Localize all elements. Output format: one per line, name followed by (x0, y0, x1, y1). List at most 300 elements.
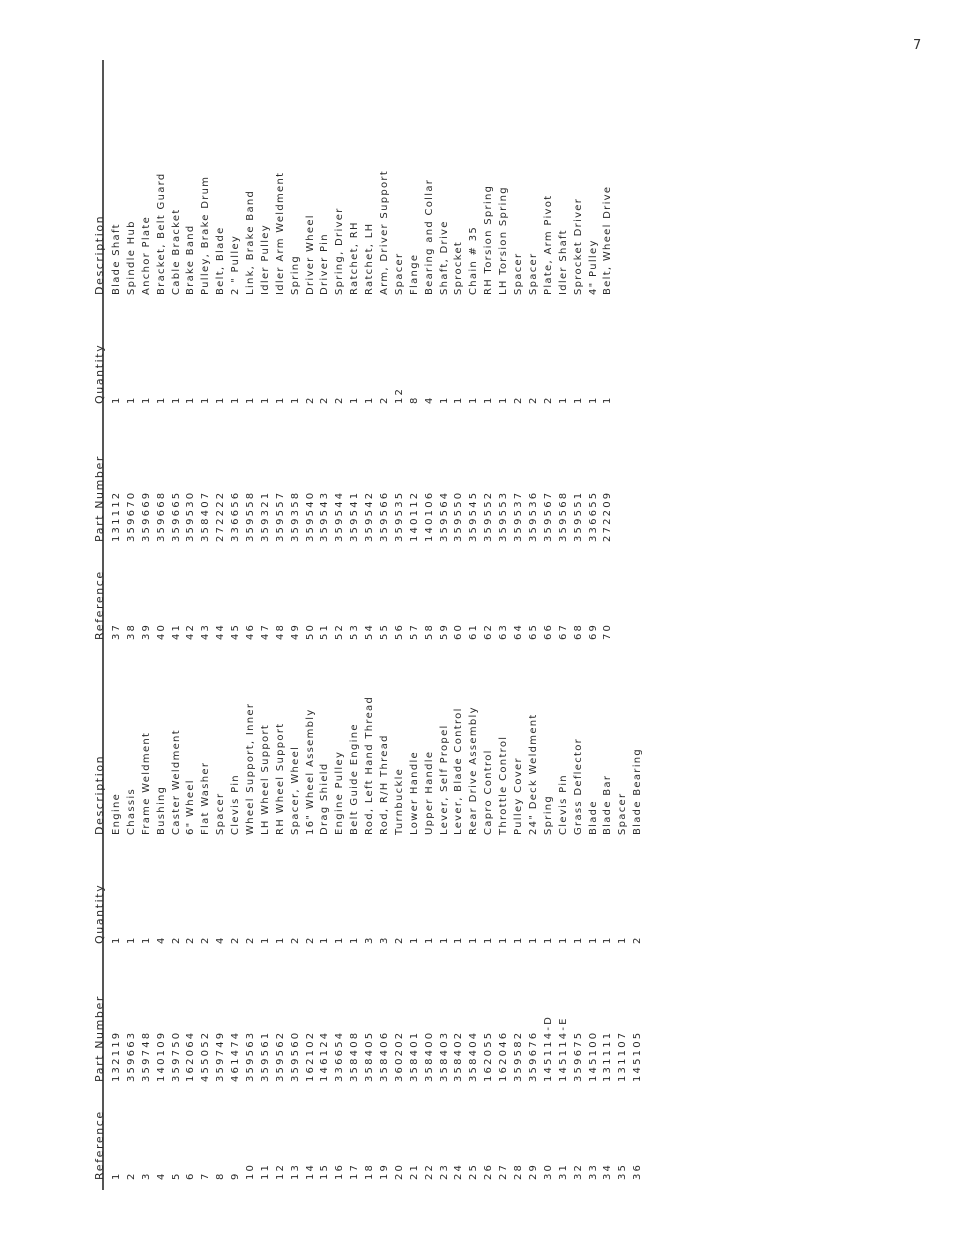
part-number-cell: 359665 (170, 490, 182, 542)
description-cell: Driver Pin (319, 233, 331, 295)
reference-cell: 60 (453, 622, 465, 640)
description-cell: Spacer (527, 252, 539, 295)
quantity-cell: 2 (319, 395, 331, 404)
quantity-cell: 1 (215, 395, 227, 404)
description-cell: Bushing (155, 785, 167, 835)
description-cell: Clevis Pin (557, 774, 569, 835)
description-cell: Spacer (617, 792, 629, 835)
part-number-cell: 358401 (408, 1030, 420, 1082)
reference-cell: 4 (155, 1171, 167, 1180)
part-number-cell: 140112 (408, 490, 420, 542)
quantity-cell: 2 (542, 395, 554, 404)
description-cell: 24" Deck Weldment (527, 713, 539, 835)
reference-cell: 9 (230, 1171, 242, 1180)
part-number-cell: 336655 (587, 490, 599, 542)
description-cell: Blade Bar (602, 774, 614, 835)
reference-cell: 23 (438, 1162, 450, 1180)
reference-cell: 66 (542, 622, 554, 640)
reference-cell: 15 (319, 1162, 331, 1180)
parts-list (92, 50, 644, 1180)
part-number-cell: 131107 (617, 1030, 629, 1082)
part-number-cell: 145114-E (557, 1016, 569, 1082)
quantity-cell: 1 (557, 395, 569, 404)
quantity-cell: 4 (423, 395, 435, 404)
description-cell: Idler Arm Weldment (274, 171, 286, 295)
reference-cell: 22 (423, 1162, 435, 1180)
description-cell: Spacer (393, 252, 405, 295)
reference-cell: 40 (155, 622, 167, 640)
quantity-header: Quantity (93, 883, 106, 944)
part-number-cell: 359545 (468, 490, 480, 542)
part-number-cell: 359535 (393, 490, 405, 542)
quantity-cell: 1 (259, 395, 271, 404)
description-cell: Frame Weldment (140, 731, 152, 835)
description-cell: Rod, R/H Thread (379, 734, 391, 835)
quantity-cell: 1 (259, 935, 271, 944)
quantity-cell: 1 (230, 395, 242, 404)
reference-column (92, 570, 616, 640)
part-number-cell: 145105 (632, 1030, 644, 1082)
part-number-cell: 358408 (349, 1030, 361, 1082)
part-number-cell: 359750 (170, 1030, 182, 1082)
part-number-cell: 336656 (230, 490, 242, 542)
description-cell: Anchor Plate (140, 215, 152, 295)
description-cell: Pulley Cover (513, 757, 525, 835)
part-number-cell: 359550 (453, 490, 465, 542)
part-number-cell: 140106 (423, 490, 435, 542)
description-cell: Flange (408, 253, 420, 295)
description-cell: Spacer, Wheel (289, 745, 301, 835)
description-cell: Driver Wheel (304, 214, 316, 295)
quantity-cell: 1 (498, 935, 510, 944)
reference-cell: 26 (483, 1162, 495, 1180)
reference-cell: 45 (230, 622, 242, 640)
description-cell: Lever, Blade Control (453, 707, 465, 835)
part-number-cell: 359562 (274, 1030, 286, 1082)
description-cell: Chain # 35 (468, 225, 480, 295)
quantity-cell: 1 (602, 395, 614, 404)
reference-cell: 48 (274, 622, 286, 640)
part-number-cell: 359749 (215, 1030, 227, 1082)
part-number-cell: 358402 (453, 1030, 465, 1082)
reference-cell: 19 (379, 1162, 391, 1180)
quantity-cell: 2 (379, 395, 391, 404)
reference-cell: 13 (289, 1162, 301, 1180)
reference-cell: 17 (349, 1162, 361, 1180)
quantity-cell: 2 (200, 935, 212, 944)
quantity-cell: 2 (304, 395, 316, 404)
description-cell: Upper Handle (423, 750, 435, 835)
description-cell: Belt Guide Engine (349, 723, 361, 835)
description-cell: Bearing and Collar (423, 178, 435, 295)
description-cell: Spindle Hub (125, 220, 137, 295)
part-number-cell: 359551 (572, 490, 584, 542)
part-number-cell: 358404 (468, 1030, 480, 1082)
part-number-cell: 162064 (185, 1030, 197, 1082)
reference-cell: 39 (140, 622, 152, 640)
reference-header: Reference (93, 570, 106, 640)
description-cell: LH Torsion Spring (498, 186, 510, 295)
quantity-cell: 2 (632, 935, 644, 944)
description-header: Description (93, 754, 106, 835)
quantity-cell: 1 (468, 935, 480, 944)
part-number-cell: 359537 (513, 490, 525, 542)
reference-cell: 8 (215, 1171, 227, 1180)
description-cell: Lever, Self Propel (438, 724, 450, 835)
description-cell: Cable Bracket (170, 208, 182, 295)
quantity-cell: 2 (289, 935, 301, 944)
part-number-cell: 359536 (527, 490, 539, 542)
part-number-cell: 359567 (542, 490, 554, 542)
reference-cell: 53 (349, 622, 361, 640)
description-header: Description (93, 214, 106, 295)
description-cell: Chassis (125, 788, 137, 835)
quantity-cell: 1 (572, 935, 584, 944)
description-cell: Throttle Control (498, 735, 510, 835)
description-cell: Sprocket Driver (572, 197, 584, 295)
parts-table-right (92, 80, 637, 640)
description-cell: Link, Brake Band (245, 189, 257, 295)
description-cell: Turnbuckle (393, 767, 405, 835)
quantity-cell: 1 (170, 395, 182, 404)
quantity-cell: 1 (140, 395, 152, 404)
part-number-cell: 131111 (602, 1030, 614, 1082)
description-cell: Blade Shaft (111, 223, 122, 295)
part-number-cell: 358400 (423, 1030, 435, 1082)
description-cell: Pulley, Brake Drum (200, 175, 212, 295)
part-number-cell: 359566 (379, 490, 391, 542)
reference-cell: 33 (587, 1162, 599, 1180)
description-cell: Spacer (215, 792, 227, 835)
reference-cell: 68 (572, 622, 584, 640)
description-cell: RH Wheel Support (274, 722, 286, 835)
quantity-cell: 1 (125, 395, 137, 404)
part-number-cell: 359530 (185, 490, 197, 542)
reference-cell: 47 (259, 622, 271, 640)
part-number-cell: 162055 (483, 1030, 495, 1082)
part-number-cell: 358405 (364, 1030, 376, 1082)
quantity-cell: 2 (304, 935, 316, 944)
description-cell: RH Torsion Spring (483, 184, 495, 295)
part-number-cell: 359564 (438, 490, 450, 542)
reference-column (92, 1110, 646, 1180)
description-cell: Clevis Pin (230, 774, 242, 835)
description-cell: 2 " Pulley (230, 234, 242, 295)
part-number-column (92, 995, 646, 1082)
quantity-cell: 1 (572, 395, 584, 404)
reference-cell: 51 (319, 622, 331, 640)
part-number-cell: 162046 (498, 1030, 510, 1082)
description-cell: 6" Wheel (185, 779, 197, 835)
reference-cell: 54 (364, 622, 376, 640)
quantity-column (92, 884, 646, 944)
quantity-cell: 1 (453, 395, 465, 404)
description-cell: LH Wheel Support (259, 723, 271, 835)
part-number-cell: 140109 (155, 1030, 167, 1082)
reference-cell: 31 (557, 1162, 569, 1180)
part-number-cell: 132119 (111, 1030, 122, 1082)
reference-cell: 63 (498, 622, 510, 640)
parts-table-left (92, 660, 644, 1180)
reference-cell: 28 (513, 1162, 525, 1180)
description-cell: 16" Wheel Assembly (304, 708, 316, 835)
quantity-cell: 1 (200, 395, 212, 404)
quantity-cell: 1 (438, 395, 450, 404)
quantity-cell: 1 (542, 935, 554, 944)
description-cell: Ratchet, RH (349, 221, 361, 295)
description-cell: Grass Deflector (572, 737, 584, 835)
quantity-cell: 1 (617, 935, 629, 944)
quantity-cell: 3 (364, 935, 376, 944)
reference-cell: 2 (125, 1171, 137, 1180)
reference-cell: 24 (453, 1162, 465, 1180)
description-cell: Ratchet, LH (364, 222, 376, 295)
quantity-cell: 1 (185, 395, 197, 404)
description-cell: Rear Drive Assembly (468, 706, 480, 835)
quantity-cell: 1 (349, 395, 361, 404)
reference-cell: 57 (408, 622, 420, 640)
quantity-cell: 2 (170, 935, 182, 944)
quantity-cell: 1 (274, 395, 286, 404)
quantity-cell: 1 (483, 395, 495, 404)
reference-cell: 70 (602, 622, 614, 640)
part-number-cell: 359542 (364, 490, 376, 542)
reference-cell: 65 (527, 622, 539, 640)
reference-cell: 27 (498, 1162, 510, 1180)
quantity-cell: 1 (289, 395, 301, 404)
description-column (92, 170, 616, 295)
description-cell: Capro Control (483, 749, 495, 835)
reference-cell: 35 (617, 1162, 629, 1180)
description-cell: Plate, Arm Pivot (542, 194, 554, 295)
reference-cell: 69 (587, 622, 599, 640)
description-cell: Rod, Left Hand Thread (364, 695, 376, 835)
quantity-cell: 12 (393, 386, 405, 404)
description-cell: Spring (289, 254, 301, 295)
part-number-cell: 146124 (319, 1030, 331, 1082)
description-cell: Blade (587, 800, 599, 835)
reference-cell: 37 (111, 622, 122, 640)
part-number-cell: 360202 (393, 1030, 405, 1082)
reference-cell: 61 (468, 622, 480, 640)
part-number-cell: 358406 (379, 1030, 391, 1082)
reference-cell: 30 (542, 1162, 554, 1180)
description-cell: Engine (111, 792, 122, 835)
reference-cell: 41 (170, 622, 182, 640)
reference-cell: 34 (602, 1162, 614, 1180)
part-number-cell: 359540 (304, 490, 316, 542)
description-cell: Spring, Driver (334, 207, 346, 295)
quantity-cell: 1 (438, 935, 450, 944)
part-number-cell: 336654 (334, 1030, 346, 1082)
description-cell: Bracket, Belt Guard (155, 172, 167, 295)
reference-cell: 43 (200, 622, 212, 640)
quantity-cell: 1 (111, 395, 122, 404)
quantity-cell: 2 (245, 935, 257, 944)
description-cell: Drag Shield (319, 762, 331, 835)
reference-cell: 32 (572, 1162, 584, 1180)
quantity-cell: 1 (364, 395, 376, 404)
part-number-cell: 359670 (125, 490, 137, 542)
quantity-cell: 1 (274, 935, 286, 944)
reference-cell: 25 (468, 1162, 480, 1180)
reference-cell: 49 (289, 622, 301, 640)
reference-cell: 14 (304, 1162, 316, 1180)
part-number-cell: 359560 (289, 1030, 301, 1082)
description-cell: Lower Handle (408, 751, 420, 835)
quantity-cell: 2 (513, 395, 525, 404)
reference-cell: 29 (527, 1162, 539, 1180)
reference-cell: 42 (185, 622, 197, 640)
part-number-cell: 359669 (140, 490, 152, 542)
reference-cell: 3 (140, 1171, 152, 1180)
part-number-cell: 145114-D (542, 1014, 554, 1082)
quantity-cell: 1 (125, 935, 137, 944)
reference-cell: 6 (185, 1171, 197, 1180)
page-number: 7 (913, 38, 922, 53)
quantity-cell: 4 (215, 935, 227, 944)
description-cell: Shaft, Drive (438, 220, 450, 295)
quantity-cell: 1 (557, 935, 569, 944)
quantity-cell: 1 (513, 935, 525, 944)
reference-cell: 21 (408, 1162, 420, 1180)
part-number-cell: 359561 (259, 1030, 271, 1082)
reference-cell: 59 (438, 622, 450, 640)
description-cell: Belt, Blade (215, 226, 227, 295)
quantity-cell: 1 (408, 935, 420, 944)
description-cell: Caster Weldment (170, 729, 182, 835)
description-cell: Flat Washer (200, 761, 212, 835)
reference-cell: 36 (632, 1162, 644, 1180)
part-number-cell: 359568 (557, 490, 569, 542)
part-number-cell: 359563 (245, 1030, 257, 1082)
description-cell: Wheel Support, Inner (245, 702, 257, 835)
quantity-cell: 2 (527, 395, 539, 404)
part-number-cell: 359675 (572, 1030, 584, 1082)
description-cell: Brake Band (185, 224, 197, 295)
quantity-cell: 1 (319, 935, 331, 944)
description-cell: Idler Shaft (557, 229, 569, 295)
quantity-cell: 3 (379, 935, 391, 944)
reference-cell: 12 (274, 1162, 286, 1180)
part-number-cell: 359553 (498, 490, 510, 542)
reference-cell: 5 (170, 1171, 182, 1180)
quantity-cell: 2 (334, 395, 346, 404)
part-number-cell: 272222 (215, 490, 227, 542)
quantity-cell: 1 (245, 395, 257, 404)
reference-cell: 11 (259, 1162, 271, 1180)
reference-cell: 7 (200, 1171, 212, 1180)
part-number-cell: 162102 (304, 1030, 316, 1082)
part-number-cell: 272209 (602, 490, 614, 542)
part-number-cell: 359552 (483, 490, 495, 542)
description-cell: 4" Pulley (587, 239, 599, 295)
quantity-cell: 1 (453, 935, 465, 944)
reference-cell: 38 (125, 622, 137, 640)
quantity-cell: 2 (185, 935, 197, 944)
quantity-cell: 1 (527, 935, 539, 944)
quantity-cell: 2 (393, 935, 405, 944)
quantity-cell: 1 (587, 935, 599, 944)
reference-cell: 67 (557, 622, 569, 640)
reference-cell: 56 (393, 622, 405, 640)
part-number-cell: 359358 (289, 490, 301, 542)
description-cell: Blade Bearing (632, 747, 644, 835)
part-number-cell: 359544 (334, 490, 346, 542)
part-number-cell: 358407 (200, 490, 212, 542)
part-number-cell: 359668 (155, 490, 167, 542)
part-number-cell: 359582 (513, 1030, 525, 1082)
description-cell: Spring (542, 794, 554, 835)
description-cell: Sprocket (453, 240, 465, 295)
part-number-cell: 359543 (319, 490, 331, 542)
reference-cell: 46 (245, 622, 257, 640)
quantity-cell: 8 (408, 395, 420, 404)
part-number-cell: 359557 (274, 490, 286, 542)
reference-cell: 18 (364, 1162, 376, 1180)
part-number-cell: 145100 (587, 1030, 599, 1082)
quantity-cell: 4 (155, 935, 167, 944)
quantity-cell: 1 (334, 935, 346, 944)
quantity-cell: 1 (587, 395, 599, 404)
description-cell: Belt, Wheel Drive (602, 185, 614, 295)
reference-cell: 50 (304, 622, 316, 640)
quantity-cell: 1 (602, 935, 614, 944)
quantity-cell: 1 (468, 395, 480, 404)
description-column (92, 696, 646, 835)
description-cell: Arm, Driver Support (379, 169, 391, 295)
part-number-cell: 359321 (259, 490, 271, 542)
quantity-cell: 1 (423, 935, 435, 944)
part-number-cell: 359748 (140, 1030, 152, 1082)
part-number-cell: 359676 (527, 1030, 539, 1082)
quantity-cell: 1 (498, 395, 510, 404)
part-number-column (92, 455, 616, 542)
reference-cell: 10 (245, 1162, 257, 1180)
part-number-cell: 358403 (438, 1030, 450, 1082)
quantity-cell: 1 (483, 935, 495, 944)
quantity-header: Quantity (93, 343, 106, 404)
reference-cell: 1 (111, 1171, 122, 1180)
part-number-cell: 461474 (230, 1030, 242, 1082)
reference-header: Reference (93, 1110, 106, 1180)
part-number-cell: 359541 (349, 490, 361, 542)
part-number-cell: 131112 (111, 490, 122, 542)
part-number-cell: 359558 (245, 490, 257, 542)
reference-cell: 52 (334, 622, 346, 640)
part-number-cell: 455052 (200, 1030, 212, 1082)
quantity-cell: 1 (111, 935, 122, 944)
reference-cell: 20 (393, 1162, 405, 1180)
part-number-header: Part Number (93, 455, 106, 542)
part-number-cell: 359663 (125, 1030, 137, 1082)
reference-cell: 16 (334, 1162, 346, 1180)
reference-cell: 55 (379, 622, 391, 640)
reference-cell: 62 (483, 622, 495, 640)
description-cell: Idler Pulley (259, 224, 271, 295)
description-cell: Engine Pulley (334, 750, 346, 835)
quantity-cell: 1 (140, 935, 152, 944)
description-cell: Spacer (513, 252, 525, 295)
reference-cell: 58 (423, 622, 435, 640)
part-number-header: Part Number (93, 995, 106, 1082)
quantity-column (92, 344, 616, 404)
reference-cell: 44 (215, 622, 227, 640)
quantity-cell: 2 (230, 935, 242, 944)
quantity-cell: 1 (155, 395, 167, 404)
quantity-cell: 1 (349, 935, 361, 944)
reference-cell: 64 (513, 622, 525, 640)
